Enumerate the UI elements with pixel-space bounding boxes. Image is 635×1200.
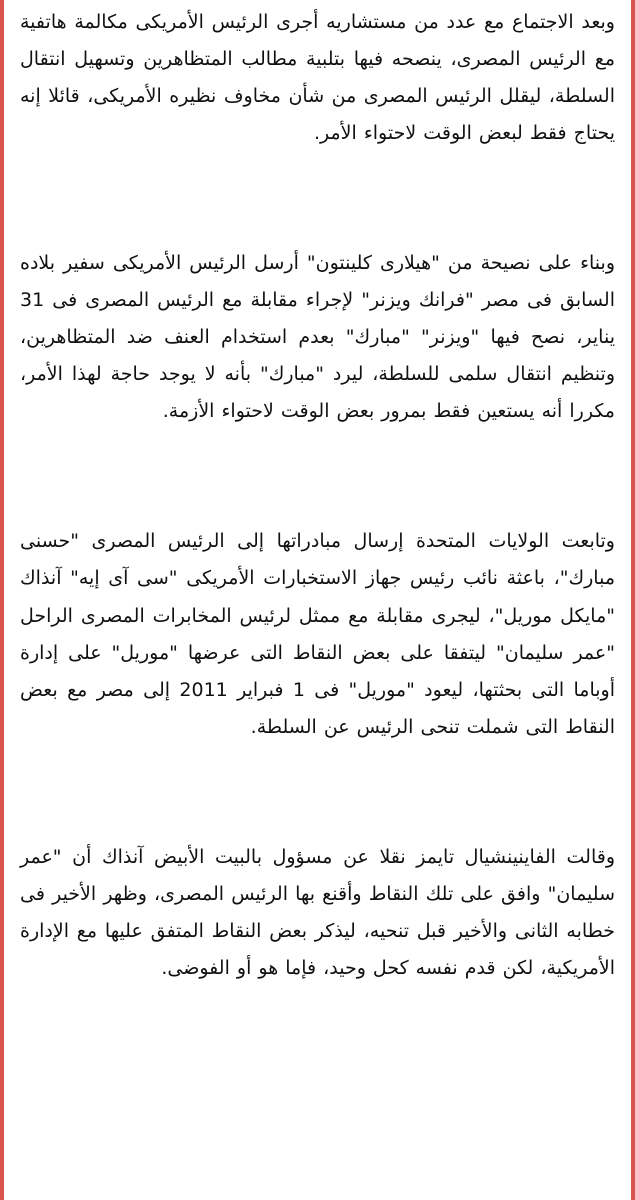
article-paragraph-4: وقالت الفاينينشيال تايمز نقلا عن مسؤول بالبيت الأبيض آنذاك أن "عمر سليمان" وافق على تلك النقاط وأقنع بها الرئيس المصرى، وظهر الأخير فى خطابه الثانى والأخير قبل تنحيه، ليذكر بعض النقاط المتفق عليها مع الإدارة الأمريكية، لكن قدم نفسه كحل وحيد، فإما هو أو الفوضى. (20, 845, 615, 979)
page-edge-right (631, 0, 635, 1200)
article-paragraph-1: وبعد الاجتماع مع عدد من مستشاريه أجرى الرئيس الأمريكى مكالمة هاتفية مع الرئيس المصرى، ينصحه فيها بتلبية مطالب المتظاهرين وتسهيل انتقال السلطة، ليقلل الرئيس المصرى من شأن مخاوف نظيره الأمريكى، قائلا إنه يحتاج فقط لبعض الوقت لاحتواء الأمر. (20, 11, 615, 145)
page-edge-left (0, 0, 4, 1200)
article-paragraph-2: وبناء على نصيحة من "هيلارى كلينتون" أرسل الرئيس الأمريكى سفير بلاده السابق فى مصر "فرانك ويزنر" لإجراء مقابلة مع الرئيس المصرى فى 31 يناير، نصح فيها "ويزنر" "مبارك" بعدم استخدام العنف ضد المتظاهرين، وتنظيم انتقال سلمى للسلطة، ليرد "مبارك" بأنه لا يوجد حاجة لهذا الأمر، مكررا أنه يستعين فقط بمرور بعض الوقت لاحتواء الأزمة. (20, 252, 615, 423)
article-paragraph-3: وتابعت الولايات المتحدة إرسال مبادراتها إلى الرئيس المصرى "حسنى مبارك"، باعثة نائب رئيس جهاز الاستخبارات الأمريكى "سى آى إيه" آنذاك "مايكل موريل"، ليجرى مقابلة مع ممثل لرئيس المخابرات المصرى الراحل "عمر سليمان" ليتفقا على بعض النقاط التى عرضها "موريل" على إدارة أوباما التى بحثتها، ليعود "موريل" فى 1 فبراير 2011 إلى مصر مع بعض النقاط التى شملت تنحى الرئيس عن السلطة. (20, 530, 615, 738)
article-body (20, 0, 615, 987)
